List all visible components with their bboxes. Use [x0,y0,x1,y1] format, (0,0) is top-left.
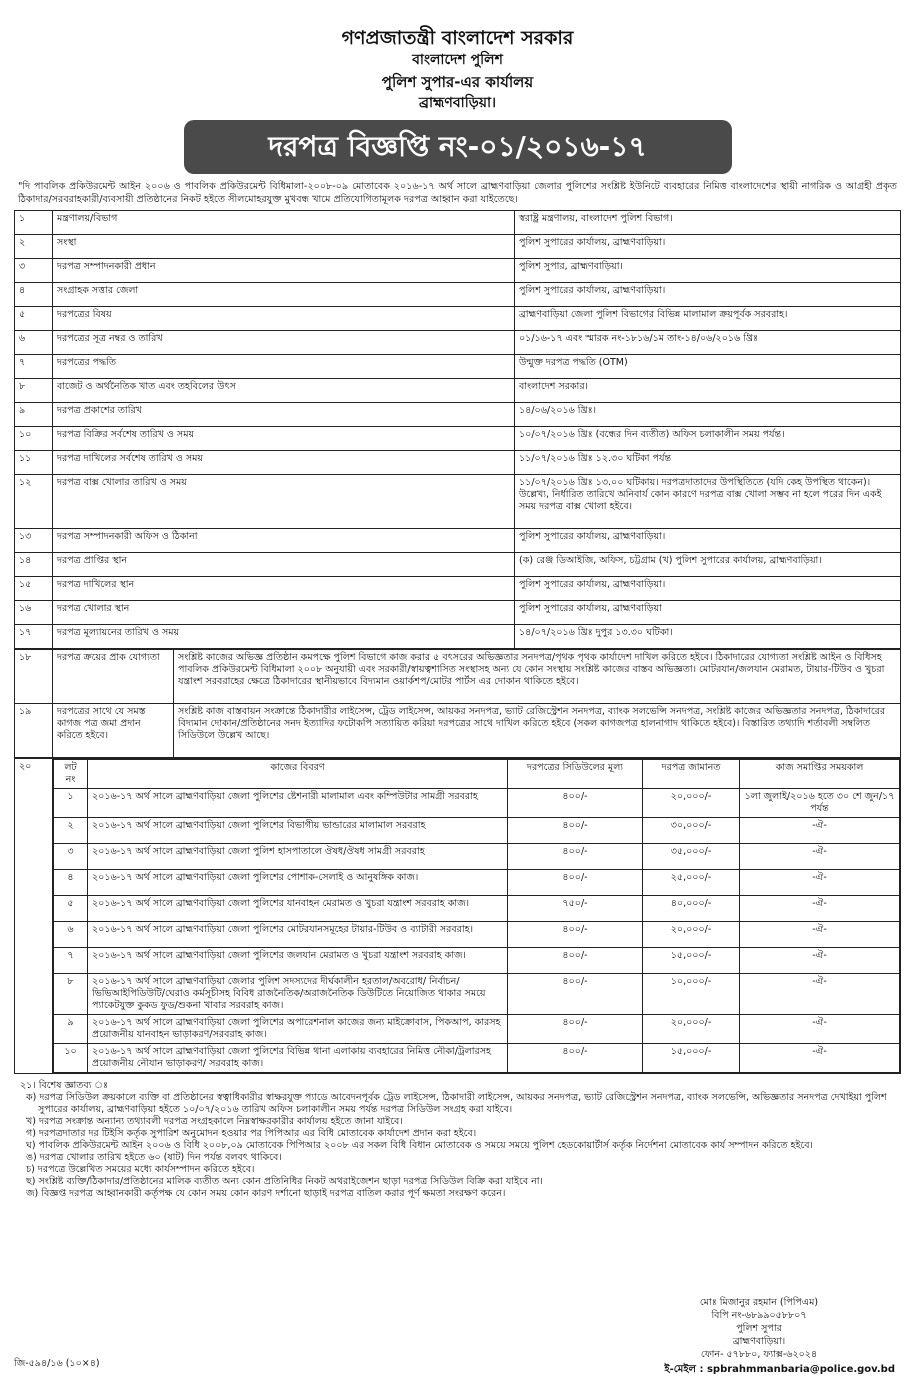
lot-security-cell: ১৫,০০০/- [643,1044,740,1073]
row-number: ৫ [15,307,53,331]
lot-security-cell: ১০,০০০/- [643,974,740,1015]
lot-security-cell: ২০,০০০/- [643,1015,740,1044]
notice-banner: দরপত্র বিজ্ঞপ্তি নং-০১/২০১৬-১৭ [184,120,732,174]
lot-price-cell: ৪০০/- [508,818,643,844]
row-key: দরপত্র দাখিলের স্থান [53,577,515,601]
table-row [15,403,901,427]
lot-period-cell: -ঐ- [740,1044,900,1073]
lot-desc-cell: ২০১৬-১৭ অর্থ সালে ব্রাহ্মণবাড়িয়া জেলা পুলিশের জলযান মেরামত ও খুচরা যন্ত্রাংশ সরবরাহ কাজ। [88,948,508,974]
lot-period-cell: -ঐ- [740,922,900,948]
row-number: ১২ [15,475,53,529]
table-row [15,625,901,649]
row-key: দরপত্র বিক্রির সর্বশেষ তারিখ ও সময় [53,427,515,451]
table-row [15,235,901,259]
row-key: দরপত্র ক্রয়ের প্রাক যোগ্যতা [53,650,174,704]
table-row [15,355,901,379]
lot-period-cell: -ঐ- [740,974,900,1015]
table-row [54,818,900,844]
row-number: ৮ [15,379,53,403]
row-key: দরপত্র বাক্স খোলার তারিখ ও সময় [53,475,515,529]
row-value: ১১/০৭/২০১৬ খ্রিঃ ১৩.০০ ঘটিকায়। দরপত্রদাতাদের উপস্থিতিতে (যদি কেহ উপস্থিত থাকেন)। উল্লেখ্য, নির্ধারিত তারিখে অনিবার্য কোন কারণে দরপত্র বাক্স খোলা সম্ভব না হলে পরের দিন একই সময় দরপত্র বাক্স খোলা হইবে। [515,475,901,529]
lot-security-cell: ৩৫,০০০/- [643,844,740,870]
table-row [54,1044,900,1073]
row-key: দরপত্র মূল্যায়নের তারিখ ও সময় [53,625,515,649]
lot-desc-cell: ২০১৬-১৭ অর্থ সালে ব্রাহ্মণবাড়িয়া জেলা পুলিশের যানবাহন মেরামত ও খুচরা যন্ত্রাংশ সরবরাহ কাজ। [88,896,508,922]
row-value: পুলিশ সুপারের কার্যালয়, ব্রাহ্মণবাড়িয়া। [515,235,901,259]
row-number: ১৬ [15,601,53,625]
row-value: স্বরাষ্ট্র মন্ত্রণালয়, বাংলাদেশ পুলিশ বিভাগ। [515,211,901,235]
table-row [54,948,900,974]
lot-price-cell: ৪০০/- [508,789,643,818]
lot-price-cell: ৪০০/- [508,844,643,870]
row-number: ৭ [15,355,53,379]
row-number: ১৭ [15,625,53,649]
row-key: সংস্থা [53,235,515,259]
lot-lot-cell: ১ [54,789,88,818]
row-key: বাজেট ও অর্থনৈতিক খাত এবং তহবিলের উৎস [53,379,515,403]
lot-lot-cell: ৬ [54,922,88,948]
row-key: দরপত্রের পদ্ধতি [53,355,515,379]
row-key: দরপত্র সম্পাদনকারী প্রধান [53,259,515,283]
column-header: লট নং [54,760,88,789]
lot-price-cell: ৪০০/- [508,974,643,1015]
table-row [15,283,901,307]
row-number: ৯ [15,403,53,427]
lot-desc-cell: ২০১৬-১৭ অর্থ সালে ব্রাহ্মণবাড়িয়া জেলা পুলিশের বিভিন্ন থানা এলাকায় ব্যবহারের নিমিত্ত নৌকা/ট্রলারসহ প্রয়োজনীয় নৌযান ভাড়াকরণ/ সরবরাহ কাজ। [88,1044,508,1073]
lot-desc-cell: ২০১৬-১৭ অর্থ সালে ব্রাহ্মণবাড়িয়া জেলা পুলিশের ষ্টেশনারী মালামাল এবং কম্পিউটার সামগ্রী সরবরাহ [88,789,508,818]
lot-desc-cell: ২০১৬-১৭ অর্থ সালে ব্রাহ্মণবাড়িয়া জেলা পুলিশ হাসপাতালে ঔষধ/ঔষধ সামগ্রী সরবরাহ [88,844,508,870]
row-number: ২০ [15,759,53,1074]
column-header: কাজ সমাপ্তির সময়কাল [740,760,900,789]
row-value: পুলিশ সুপারের কার্যালয়, ব্রাহ্মণবাড়িয়া। [515,529,901,553]
note-item: খ) দরপত্র সংক্রান্ত অন্যান্য তথ্যাবলী দরপত্র সংগ্রহকালে নিম্নস্বাক্ষরকারীর কার্যালয় হইতে জানা যাইবে। [26,1116,403,1127]
signatory-designation: পুলিশ সুপার [736,1323,782,1334]
note-item: ঘ) পাবলিক প্রকিউরমেন্ট আইন ২০০৬ ও বিধি ২০০৮,০৯ মোতাবেক পিপিআর ২০০৮ এর সকল বিধি বিধান মোতাবেক ও সময়ে সময়ে পুলিশ হেডকোয়ার্টার্স কর্তৃক নির্দেশনা মোতাবেক কার্য সম্পাদন করিতে হইবে। [26,1140,813,1151]
table-row [15,379,901,403]
table-row [54,844,900,870]
row-value: ১০/০৭/২০১৬ খ্রিঃ (বন্ধের দিন ব্যতীত) অফিস চলাকালীন সময় পর্যন্ত। [515,427,901,451]
row-number: ২ [15,235,53,259]
row-number: ৩ [15,259,53,283]
note-item: জ) বিজ্ঞপ্ত দরপত্র আহ্বানকারী কর্তৃপক্ষ যে কোন সময় কোন কারণ দর্শানো ছাড়াই দরপত্র বাতিল করার পূর্ণ ক্ষমতা সংরক্ষণ করেন। [26,1188,506,1199]
footer-code: জি-৫৯৪/১৬ (১০×৪) [14,1358,100,1369]
column-header: দরপত্র জামানত [643,760,740,789]
row-value: (ক) রেঞ্জ ডিআইজি, অফিস, চট্টগ্রাম (খ) পুলিশ সুপারের কার্যালয়, ব্রাহ্মণবাড়িয়া। [515,553,901,577]
district-title: ব্রাহ্মণবাড়িয়া। [418,95,497,111]
lot-desc-cell: ২০১৬-১৭ অর্থ সালে ব্রাহ্মণবাড়িয়া জেলা পুলিশের পোশাক-সেলাই ও আনুষঙ্গিক কাজ। [88,870,508,896]
lot-lot-cell: ৯ [54,1015,88,1044]
row-value: ১৪/০৭/২০১৬ খ্রিঃ দুপুর ১৩.৩০ ঘটিকা। [515,625,901,649]
table-row [54,1015,900,1044]
lot-lot-cell: ১০ [54,1044,88,1073]
table-row [15,451,901,475]
table-row [54,896,900,922]
lot-lot-cell: ২ [54,818,88,844]
lot-period-cell: -ঐ- [740,1015,900,1044]
lot-security-cell: ৩০,০০০/- [643,818,740,844]
column-header: দরপত্রের সিডিউলের মূল্য [508,760,643,789]
lot-period-cell: -ঐ- [740,844,900,870]
table-row [15,650,901,704]
note-item: চ) দরপত্রে উল্লেখিত সময়ের মধ্যে কার্যসম্পাদন করিতে হইবে। [26,1164,255,1175]
lot-desc-cell: ২০১৬-১৭ অর্থ সালে ব্রাহ্মণবাড়িয়া জেলা পুলিশের বিভাগীয় ভান্ডারের মালামাল সরবরাহ [88,818,508,844]
lot-desc-cell: ২০১৬-১৭ অর্থ সালে ব্রাহ্মণবাড়িয়া জেলা পুলিশের অপারেশনাল কাজের জন্য মাইক্রোবাস, পিকআপ, কারসহ প্রয়োজনীয় যানবাহন ভাড়াকরণ/সরবরাহ কাজ। [88,1015,508,1044]
row-number: ৪ [15,283,53,307]
lot-period-cell: -ঐ- [740,818,900,844]
lots-header-row [54,760,900,789]
lot-security-cell: ১৫,০০০/- [643,948,740,974]
row-number: ১৯ [15,704,53,758]
row-value: উন্মুক্ত দরপত্র পদ্ধতি (OTM) [515,355,901,379]
office-title: পুলিশ সুপার-এর কার্যালয় [381,73,534,91]
lot-price-cell: ৪০০/- [508,922,643,948]
note-item: ক) দরপত্র সিডিউল ক্রয়কালে ব্যক্তি বা প্রতিষ্ঠানের স্বত্বাধিকারীর স্বাক্ষরযুক্ত প্যাডে আবেদনপূর্বক ট্রেড লাইসেন্স, ঠিকাদারী লাইসেন্স, আয়কর সনদপত্র, ভ্যাট রেজিস্ট্রেশন সনদপত্র, ব্যাংক সলভেন্সি, অভিজ্ঞতার সনদপত্র দেখাইয়া পুলিশ সুপারের কার্যালয়, ব্রাহ্মণবাড়িয়া হইতে ১০/০৭/২০১৬ তারিখ অফিস চলাকালীন সময় পর্যন্ত দরপত্র সিডিউল সংগ্রহ করা যাইবে। [26,1092,887,1115]
row-key: দরপত্র খোলার স্থান [53,601,515,625]
lot-security-cell: ২০,০০০/- [643,922,740,948]
row-key: দরপত্র দাখিলের সর্বশেষ তারিখ ও সময় [53,451,515,475]
table-row [54,974,900,1015]
row-value: ব্রাহ্মণবাড়িয়া জেলা পুলিশ বিভাগের বিভিন্ন মালামাল ক্রয়পূর্বক সরবরাহ। [515,307,901,331]
signatory-bp: বিপি নং-৬৮৯৯০৫৮৮০৭ [711,1310,807,1321]
header [14,26,901,174]
lot-security-cell: ৪০,০০০/- [643,896,740,922]
row-key: মন্ত্রণালয়/বিভাগ [53,211,515,235]
column-header: কাজের বিবরণ [88,760,508,789]
table-row [15,211,901,235]
signatory-place: ব্রাহ্মণবাড়িয়া। [732,1336,786,1347]
row-key: দরপত্রের সূত্র নম্বর ও তারিখ [53,331,515,355]
row-number: ১ [15,211,53,235]
lot-lot-cell: ৫ [54,896,88,922]
signature-block [659,1296,859,1361]
lots-inner-table [53,759,900,1073]
lot-period-cell: -ঐ- [740,870,900,896]
row-number: ১০ [15,427,53,451]
row-key: দরপত্রের বিষয় [53,307,515,331]
note-item: ছ) সংশ্লিষ্ট ব্যক্তি/ঠিকাদার/প্রতিষ্ঠানের মালিক ব্যতীত অন্য কোন প্রতিনিধির নিকট অথরাইজেশন ছাড়া দরপত্র সিডিউল বিক্রি করা যাইবে না। [26,1176,543,1187]
table-row [15,427,901,451]
lot-lot-cell: ৪ [54,870,88,896]
table-row [15,704,901,758]
department-title: বাংলাদেশ পুলিশ [412,52,503,68]
lot-lot-cell: ৮ [54,974,88,1015]
note-item: গ) দরপত্রদাতার দর টিইসি কর্তৃক সুপারিশ অনুমোদন হওয়ার পর পিপিআর এর বিধি মোতাবেক কার্যাদেশ প্রদান করা হইবে। [26,1128,477,1139]
lot-security-cell: ২৫,০০০/- [643,870,740,896]
row-value: পুলিশ সুপারের কার্যালয়, ব্রাহ্মণবাড়িয়া [515,601,901,625]
lot-lot-cell: ৩ [54,844,88,870]
signatory-phone: ফোন- ৫৭৮৮০, ফ্যাক্স-৬২০২৪ [700,1349,818,1360]
row-number: ৬ [15,331,53,355]
lot-price-cell: ৪০০/- [508,1044,643,1073]
lots-table [14,758,901,1074]
row-value: ১৪/০৬/২০১৬ খ্রিঃ। [515,403,901,427]
lot-price-cell: ৭৫০/- [508,896,643,922]
requirements-table [14,649,901,758]
row-key: দরপত্র সম্পাদনকারী অফিস ও ঠিকানা [53,529,515,553]
row-value: পুলিশ সুপারের কার্যালয়, ব্রাহ্মণবাড়িয়া। [515,283,901,307]
row-number: ১১ [15,451,53,475]
lot-price-cell: ৪০০/- [508,948,643,974]
row-key: সংগ্রাহক সত্তার জেলা [53,283,515,307]
lot-desc-cell: ২০১৬-১৭ অর্থ সালে ব্রাহ্মণবাড়িয়া জেলার পুলিশ সদস্যদের দীর্ঘকালীন হরতাল/অবরোধ/ নির্বাচন/ভিভিআইপিডিউটি/ঘেরাও কর্মসূচীসহ বিবিধ রাজনৈতিক/অরাজনৈতিক ডিউটিতে নিয়োজিত থাকার সময়ে প্যাকেটযুক্ত কুকড ফুড/শুকনা খাবার সরবরাহ কাজ। [88,974,508,1015]
row-value: পুলিশ সুপারের কার্যালয়, ব্রাহ্মণবাড়িয়া। [515,577,901,601]
notes-list [20,1092,895,1200]
row-value: ০১/১৬-১৭ এবং স্মারক নং-১৮১৬/১ম তাং-১৪/০৬/২০১৬ খ্রিঃ [515,331,901,355]
row-value: সংশ্লিষ্ট কাজের অভিজ্ঞ প্রতিষ্ঠান কমপক্ষে পুলিশ বিভাগে কাজ করার ৫ বৎসরের অভিজ্ঞতার সনদপত্র/পৃথক পৃথক কার্যাদেশ দাখিল করিতে হইবে। ঠিকাদারের যোগ্যতা সংশ্লিষ্ট আইন ও বিধিসহ পাবলিক প্রকিউরমেন্ট বিধিমালা ২০০৮ অনুযায়ী এবং সরকারী/স্বায়ত্বশাসিত সংস্থাসহ অন্য যে কোন সংস্থায় সংশ্লিষ্ট কাজের বাস্তব অভিজ্ঞতা। মোটরযান/জলযান মেরামত, টায়ার-টিউব ও খুচরা যন্ত্রাংশ সরবরাহের ক্ষেত্রে ঠিকাদারের স্থানীয়ভাবে বিদ্যমান ওয়ার্কশপ/মোটর পার্টস এর দোকান থাকিতে হইবে। [174,650,901,704]
table-row [54,789,900,818]
intro-paragraph: "দি পাবলিক প্রকিউরমেন্ট আইন ২০০৬ ও পাবলিক প্রকিউরমেন্ট বিধিমালা-২০০৮-০৯ মোতাবেক ২০১৬-১৭ অর্থ সালে ব্রাহ্মণবাড়িয়া জেলার পুলিশের সংশ্লিষ্ট ইউনিটে ব্যবহারের নিমিত্ত বাংলাদেশের স্থায়ী নাগরিক ও আগ্রহী প্রকৃত ঠিকাদার/সরবরাহকারী/ব্যবসায়ী প্রতিষ্ঠানের নিকট হইতে সীলমোহরযুক্ত মুখবন্ধ খামে প্রতিযোগিতামূলক দরপত্র আহ্বান করা যাইতেছে। [18,181,897,205]
lot-period-cell: ১লা জুলাই/২০১৬ হতে ৩০ শে জুন/১৭ পর্যন্ত [740,789,900,818]
row-key: দরপত্র প্রাপ্তির স্থান [53,553,515,577]
special-notes [14,1080,901,1200]
table-row [15,529,901,553]
table-row [15,759,901,1074]
table-row [15,553,901,577]
row-value: ১১/০৭/২০১৬ খ্রিঃ ১২.৩০ ঘটিকা পর্যন্ত [515,451,901,475]
lot-lot-cell: ৭ [54,948,88,974]
row-value: সংশ্লিষ্ট কাজ বাস্তবায়ন সংক্রান্তে ঠিকাদারীর লাইসেন্স, ট্রেড লাইসেন্স, আয়কর সনদপত্র, ভ্যাট রেজিস্ট্রেশন সনদপত্র, ব্যাংক সলভেন্সি সনদপত্র, সংশ্লিষ্ট কাজের অভিজ্ঞতার সনদপত্র, ঠিকাদারের বিদ্যমান দোকান/প্রতিষ্ঠানের সনদ ইত্যাদির ফটোকপি সত্যায়িত করিয়া দরপত্রের সাথে দাখিল করিতে হইবে (সকল কাগজপত্র হালনাগাদ থাকিতে হইবে)। বিস্তারিত তথ্যাদি শর্তাবলী সম্বলিত সিডিউলে উল্লেখ আছে। [174,704,901,758]
row-number: ১৪ [15,553,53,577]
lot-period-cell: -ঐ- [740,948,900,974]
lot-price-cell: ৪০০/- [508,870,643,896]
table-row [15,331,901,355]
row-value: বাংলাদেশ সরকার। [515,379,901,403]
row-number: ১৫ [15,577,53,601]
signatory-name: মোঃ মিজানুর রহমান (পিপিএম) [699,1297,819,1308]
lot-security-cell: ২০,০০০/- [643,789,740,818]
lot-desc-cell: ২০১৬-১৭ অর্থ সালে ব্রাহ্মণবাড়িয়া জেলা পুলিশের মোটরযানসমূহের টায়ার-টিউব ও ব্যাটারী সরবরাহ। [88,922,508,948]
contact-email[interactable]: ই-মেইল : spbrahmmanbaria@police.gov.bd [664,1364,895,1375]
table-row [15,259,901,283]
table-row [15,601,901,625]
government-title: গণপ্রজাতন্ত্রী বাংলাদেশ সরকার [341,27,574,49]
lot-price-cell: ৪০০/- [508,1015,643,1044]
row-key: দরপত্রের সাথে যে সমস্ত কাগজ পত্র জমা প্রদান করিতে হইবে। [53,704,174,758]
table-row [15,577,901,601]
info-table [14,210,901,649]
row-value: পুলিশ সুপার, ব্রাহ্মণবাড়িয়া। [515,259,901,283]
row-number: ১৮ [15,650,53,704]
note-item: ঙ) দরপত্র খোলার তারিখ হইতে ৬০ (ষাট) দিন পর্যন্ত বলবৎ থাকিবে। [26,1152,282,1163]
table-row [15,475,901,529]
row-number: ১৩ [15,529,53,553]
table-row [54,870,900,896]
notes-title: ২১। বিশেষ জ্ঞাতব্য ঃ [20,1080,109,1091]
row-key: দরপত্র প্রকাশের তারিখ [53,403,515,427]
table-row [15,307,901,331]
table-row [54,922,900,948]
lot-period-cell: -ঐ- [740,896,900,922]
